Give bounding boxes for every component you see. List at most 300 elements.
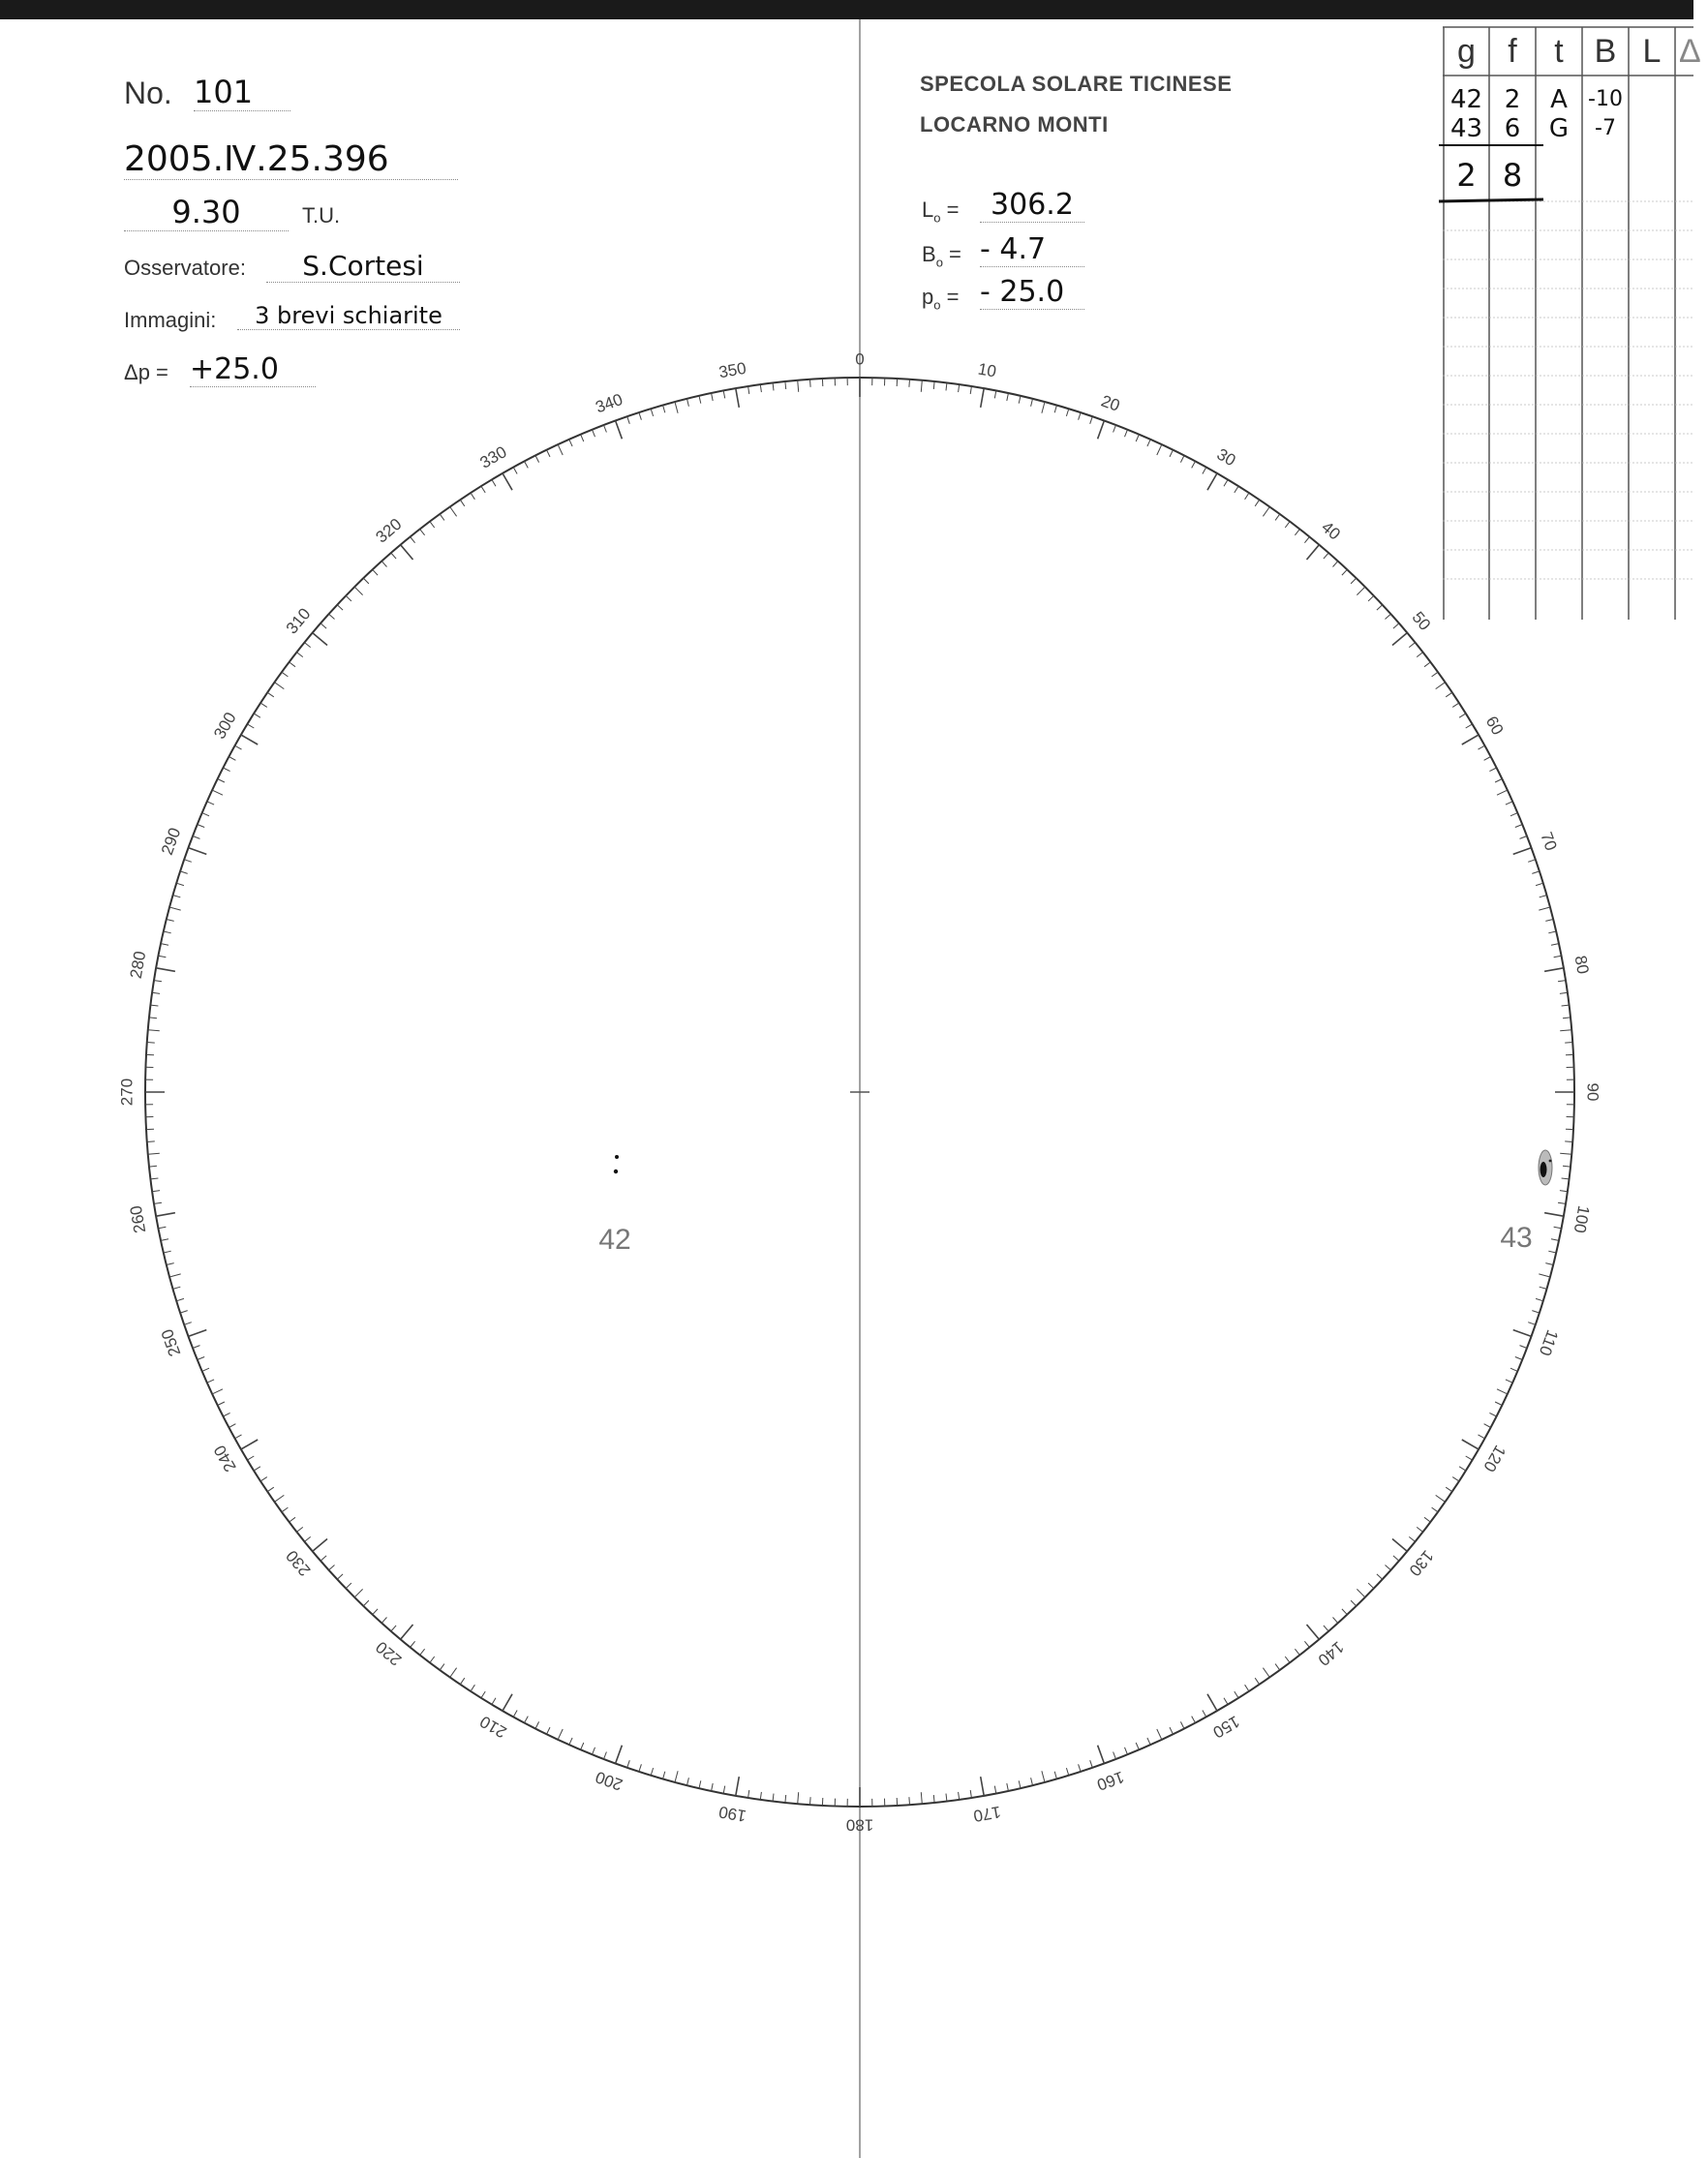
degree-tick [247, 724, 254, 728]
degree-tick [1409, 643, 1415, 648]
degree-tick [290, 1517, 295, 1522]
degree-tick [156, 1213, 175, 1217]
degree-tick [481, 486, 485, 493]
degree-tick [430, 522, 435, 528]
degree-tick [1295, 1649, 1299, 1655]
degree-tick [748, 386, 749, 394]
degree-label: 70 [1537, 829, 1561, 854]
degree-tick [169, 907, 181, 910]
B0-value: - 4.7 [980, 232, 1084, 267]
degree-label: 150 [1209, 1712, 1243, 1742]
degree-tick [569, 1738, 572, 1745]
degree-tick [1192, 1717, 1196, 1723]
observer-label: Osservatore: [124, 256, 246, 280]
degree-tick [148, 1153, 160, 1154]
col-header-f: f [1508, 33, 1517, 70]
degree-tick [346, 1583, 351, 1589]
degree-label: 280 [126, 949, 150, 981]
degree-tick [282, 1507, 289, 1512]
degree-label: 200 [593, 1767, 625, 1795]
degree-tick [1562, 1178, 1570, 1179]
degree-tick [260, 1477, 267, 1481]
degree-tick [1510, 1368, 1517, 1371]
degree-label: 210 [476, 1712, 510, 1742]
degree-label: 290 [157, 825, 185, 858]
degree-tick [147, 1141, 155, 1142]
degree-tick [946, 1794, 947, 1802]
degree-tick [1255, 1678, 1260, 1685]
degree-tick [1304, 1641, 1309, 1647]
degree-tick [313, 1539, 327, 1552]
degree-tick [1479, 745, 1485, 749]
col-header-L: L [1642, 33, 1662, 70]
degree-tick [1424, 662, 1430, 667]
degree-tick [411, 537, 415, 543]
degree-tick [1558, 981, 1566, 982]
degree-tick [180, 871, 188, 874]
degree-tick [513, 1711, 517, 1717]
degree-tick [981, 1777, 985, 1796]
degree-tick [260, 703, 267, 707]
degree-tick [373, 1609, 378, 1615]
degree-tick [1462, 1440, 1479, 1449]
degree-tick [1560, 992, 1568, 993]
degree-tick [1333, 562, 1338, 567]
degree-tick [296, 653, 302, 657]
degree-tick [1459, 714, 1466, 717]
degree-tick [1539, 907, 1550, 910]
degree-tick [639, 412, 642, 420]
degree-tick [1098, 421, 1105, 440]
degree-tick [151, 1005, 159, 1006]
degree-tick [1066, 409, 1068, 416]
row2-B: -7 [1595, 116, 1616, 140]
degree-tick [202, 1368, 209, 1371]
degree-tick [1466, 1456, 1473, 1460]
degree-tick [1098, 1746, 1105, 1764]
degree-tick [1520, 1346, 1528, 1349]
col-header-g: g [1457, 33, 1476, 70]
degree-tick [254, 714, 260, 717]
degree-tick [313, 633, 327, 646]
degree-tick [1497, 790, 1508, 795]
degree-tick [1019, 396, 1021, 404]
degree-tick [159, 1227, 167, 1229]
degree-tick [161, 944, 168, 946]
degree-tick [1054, 406, 1056, 413]
degree-tick [346, 595, 351, 601]
delta-p-label: Δp = [124, 360, 168, 384]
degree-tick [675, 1771, 678, 1782]
L0-value: 306.2 [980, 188, 1084, 223]
degree-tick [1147, 1738, 1150, 1745]
degree-tick [1539, 1274, 1550, 1277]
degree-label: 60 [1481, 713, 1508, 739]
col-header-t: t [1554, 33, 1564, 70]
degree-tick [723, 391, 725, 399]
degree-tick [1386, 1565, 1391, 1570]
degree-tick [411, 1641, 415, 1647]
degree-tick [1446, 692, 1452, 697]
degree-tick [492, 479, 496, 486]
degree-tick [1224, 1698, 1228, 1705]
degree-tick [1342, 1609, 1347, 1615]
degree-tick [1495, 779, 1502, 783]
row1-t: A [1550, 85, 1568, 114]
degree-tick [1462, 735, 1479, 745]
degree-label: 220 [372, 1637, 406, 1670]
degree-tick [152, 992, 160, 993]
degree-tick [154, 981, 162, 982]
degree-tick [282, 672, 289, 677]
degree-tick [1565, 1043, 1572, 1044]
degree-label: 270 [117, 1078, 137, 1107]
degree-label: 320 [372, 514, 406, 547]
degree-tick [1136, 1743, 1139, 1749]
degree-label: 350 [717, 358, 748, 382]
degree-tick [1436, 683, 1446, 689]
degree-label: 100 [1570, 1203, 1594, 1235]
degree-tick [1224, 479, 1228, 486]
degree-tick [736, 388, 740, 408]
degree-tick [275, 683, 285, 689]
degree-tick [1357, 1589, 1364, 1596]
degree-tick [1090, 1760, 1093, 1768]
degree-tick [687, 399, 689, 407]
degree-tick [401, 1625, 413, 1639]
degree-tick [1520, 836, 1528, 839]
degree-tick [305, 643, 311, 648]
degree-tick [736, 1777, 740, 1796]
degree-tick [229, 757, 235, 761]
degree-tick [569, 440, 572, 446]
degree-tick [604, 1752, 607, 1760]
degree-tick [189, 1330, 207, 1337]
degree-tick [218, 1402, 225, 1406]
degree-tick [627, 1760, 630, 1768]
spot-group-43-umbra [1540, 1162, 1547, 1177]
degree-tick [921, 1792, 922, 1804]
images-value: 3 brevi schiarite [237, 302, 460, 330]
degree-tick [1180, 1721, 1184, 1728]
degree-tick [1560, 1153, 1571, 1154]
degree-tick [193, 836, 200, 839]
degree-tick [247, 1456, 254, 1460]
degree-label: 330 [476, 442, 510, 472]
degree-tick [229, 1424, 235, 1428]
degree-tick [1424, 1517, 1430, 1522]
degree-tick [593, 430, 595, 438]
degree-tick [1235, 1691, 1238, 1698]
degree-tick [810, 1797, 811, 1805]
degree-tick [699, 1780, 701, 1788]
degree-tick [176, 883, 184, 885]
total-groups: 2 [1456, 157, 1477, 194]
degree-tick [1113, 425, 1116, 433]
degree-tick [1324, 553, 1328, 559]
degree-tick [1417, 653, 1422, 657]
number-label: No. [124, 76, 172, 110]
degree-tick [959, 1792, 960, 1800]
degree-tick [241, 735, 258, 745]
degree-tick [1192, 461, 1196, 468]
degree-tick [933, 1795, 934, 1803]
degree-tick [547, 450, 551, 457]
degree-tick [970, 1790, 971, 1798]
degree-label: 180 [845, 1815, 874, 1835]
time-value: 9.30 [124, 194, 289, 231]
degree-tick [810, 380, 811, 387]
degree-tick [760, 384, 761, 392]
degree-tick [401, 545, 413, 560]
degree-tick [663, 1772, 665, 1779]
degree-tick [1079, 412, 1082, 420]
degree-tick [1484, 757, 1491, 761]
B0-label: $B_o$ = [922, 242, 961, 270]
degree-tick [639, 1764, 642, 1772]
degree-tick [1207, 1694, 1217, 1711]
degree-label: 110 [1535, 1326, 1562, 1358]
degree-tick [235, 745, 242, 749]
degree-tick [1275, 514, 1280, 521]
degree-tick [167, 1263, 174, 1265]
images-label: Immagini: [124, 308, 217, 332]
degree-tick [933, 381, 934, 389]
degree-tick [1513, 1330, 1532, 1337]
degree-tick [218, 779, 225, 783]
degree-tick [1560, 1030, 1571, 1031]
observation-date: 2005.Ⅳ.25.396 [124, 139, 458, 180]
degree-tick [921, 380, 922, 392]
spot-group-43-spot [1549, 1160, 1552, 1163]
degree-label: 40 [1318, 517, 1344, 544]
degree-tick [616, 1746, 623, 1764]
degree-tick [798, 380, 799, 392]
degree-tick [381, 562, 386, 567]
degree-tick [1307, 1625, 1320, 1639]
degree-tick [184, 860, 192, 863]
degree-tick [1304, 537, 1309, 543]
degree-tick [492, 1698, 496, 1705]
degree-tick [970, 386, 971, 394]
degree-tick [981, 388, 985, 408]
degree-tick [1285, 1656, 1290, 1662]
degree-tick [354, 1589, 362, 1596]
degree-tick [450, 1668, 457, 1678]
degree-tick [440, 514, 444, 521]
p0-label: $p_o$ = [922, 285, 960, 313]
degree-tick [1459, 1467, 1466, 1471]
degree-tick [1386, 614, 1391, 619]
degree-tick [663, 406, 665, 413]
group-label-42: 42 [598, 1224, 631, 1256]
degree-tick [1484, 1424, 1491, 1428]
degree-tick [1506, 1380, 1512, 1383]
degree-tick [604, 425, 607, 433]
degree-tick [471, 1685, 474, 1691]
degree-tick [1203, 468, 1206, 474]
degree-tick [169, 1274, 181, 1277]
degree-tick [1307, 545, 1320, 560]
degree-tick [1285, 522, 1290, 528]
degree-tick [1452, 703, 1459, 707]
spot-group-42-spot [615, 1155, 619, 1159]
degree-tick [1180, 455, 1184, 462]
degree-tick [581, 1743, 584, 1749]
degree-tick [1125, 430, 1128, 438]
degree-label: 30 [1213, 444, 1239, 471]
degree-tick [337, 605, 343, 610]
degree-tick [1295, 529, 1299, 534]
degree-tick [994, 391, 996, 399]
degree-tick [267, 692, 274, 697]
degree-tick [1351, 578, 1357, 584]
degree-tick [525, 1717, 529, 1723]
degree-tick [151, 1178, 159, 1179]
col-header-B: B [1594, 33, 1617, 70]
degree-tick [1263, 1668, 1269, 1678]
degree-tick [723, 1786, 725, 1794]
degree-tick [440, 1664, 444, 1671]
degree-label: 340 [593, 389, 625, 417]
degree-tick [159, 956, 167, 957]
degree-tick [184, 1322, 192, 1325]
degree-tick [535, 1721, 539, 1728]
degree-tick [1554, 1227, 1562, 1229]
degree-tick [1532, 1311, 1540, 1314]
degree-tick [363, 1600, 369, 1606]
degree-tick [1157, 444, 1162, 455]
degree-tick [1333, 1618, 1338, 1624]
degree-tick [525, 461, 529, 468]
degree-tick [785, 1795, 786, 1803]
degree-tick [1489, 768, 1496, 772]
degree-tick [1432, 672, 1439, 677]
degree-label: 120 [1479, 1442, 1510, 1475]
degree-tick [1510, 813, 1517, 816]
degree-tick [558, 444, 563, 455]
degree-tick [149, 1166, 157, 1167]
row1-B: -10 [1588, 87, 1623, 111]
degree-tick [235, 1435, 242, 1439]
degree-tick [651, 1768, 653, 1776]
degree-tick [503, 1694, 512, 1711]
degree-tick [1377, 605, 1383, 610]
degree-tick [254, 1467, 260, 1471]
degree-tick [391, 553, 396, 559]
degree-tick [1245, 1685, 1249, 1691]
degree-tick [1054, 1772, 1056, 1779]
degree-label: 80 [1571, 954, 1593, 976]
degree-label: 90 [1583, 1082, 1602, 1102]
delta-p-value: +25.0 [190, 352, 316, 387]
degree-tick [1031, 1778, 1033, 1785]
degree-tick [1489, 1413, 1496, 1416]
degree-tick [1495, 1402, 1502, 1406]
degree-tick [329, 1565, 335, 1570]
degree-tick [1392, 633, 1407, 646]
degree-tick [189, 848, 207, 855]
degree-tick [1042, 402, 1045, 413]
degree-tick [1170, 1727, 1174, 1734]
degree-tick [1351, 1600, 1357, 1606]
degree-tick [1528, 860, 1536, 863]
degree-tick [320, 1556, 326, 1561]
degree-tick [1136, 435, 1139, 441]
degree-label: 240 [210, 1442, 240, 1475]
degree-tick [1532, 871, 1540, 874]
row2-g: 43 [1449, 114, 1483, 143]
degree-label: 260 [126, 1203, 150, 1235]
degree-tick [420, 529, 425, 534]
degree-label: 130 [1405, 1546, 1438, 1580]
degree-tick [503, 473, 512, 490]
degree-tick [154, 1202, 162, 1203]
degree-tick [202, 813, 209, 816]
degree-tick [1007, 393, 1009, 401]
degree-label: 140 [1314, 1637, 1348, 1670]
degree-tick [1563, 1166, 1571, 1167]
degree-tick [1245, 493, 1249, 500]
degree-tick [1560, 1191, 1568, 1192]
degree-tick [1479, 1435, 1485, 1439]
row1-f: 2 [1504, 85, 1521, 114]
degree-tick [1452, 1477, 1459, 1481]
degree-label: 310 [282, 604, 315, 638]
degree-label: 20 [1098, 391, 1123, 415]
observer-value: S.Cortesi [266, 250, 460, 283]
degree-tick [152, 1191, 160, 1192]
observatory-name: SPECOLA SOLARE TICINESE [920, 72, 1233, 96]
degree-tick [535, 455, 539, 462]
degree-tick [748, 1790, 749, 1798]
degree-tick [593, 1748, 595, 1755]
degree-tick [1558, 1202, 1566, 1203]
degree-tick [616, 421, 623, 440]
degree-tick [651, 409, 653, 416]
degree-tick [1393, 623, 1399, 628]
degree-tick [1562, 1005, 1570, 1006]
degree-tick [1554, 956, 1562, 957]
degree-tick [513, 468, 517, 474]
degree-tick [1157, 1729, 1162, 1740]
degree-tick [699, 396, 701, 404]
degree-tick [1007, 1783, 1009, 1791]
degree-tick [290, 662, 295, 667]
degree-tick [430, 1656, 435, 1662]
degree-label: 0 [855, 350, 865, 369]
degree-tick [1551, 1239, 1559, 1241]
degree-label: 170 [971, 1802, 1003, 1826]
degree-tick [1392, 1539, 1407, 1552]
degree-tick [223, 1413, 229, 1416]
degree-tick [471, 493, 474, 500]
degree-tick [712, 393, 714, 401]
degree-tick [481, 1691, 485, 1698]
degree-tick [1393, 1556, 1399, 1561]
degree-tick [173, 896, 181, 897]
degree-tick [1497, 1389, 1508, 1394]
degree-tick [212, 790, 223, 795]
degree-tick [959, 384, 960, 392]
degree-tick [1342, 569, 1347, 575]
degree-tick [1113, 1752, 1116, 1760]
degree-tick [1436, 1495, 1446, 1502]
degree-tick [164, 1251, 171, 1253]
degree-tick [1515, 1357, 1523, 1360]
degree-tick [275, 1495, 285, 1502]
degree-tick [1548, 1251, 1556, 1253]
